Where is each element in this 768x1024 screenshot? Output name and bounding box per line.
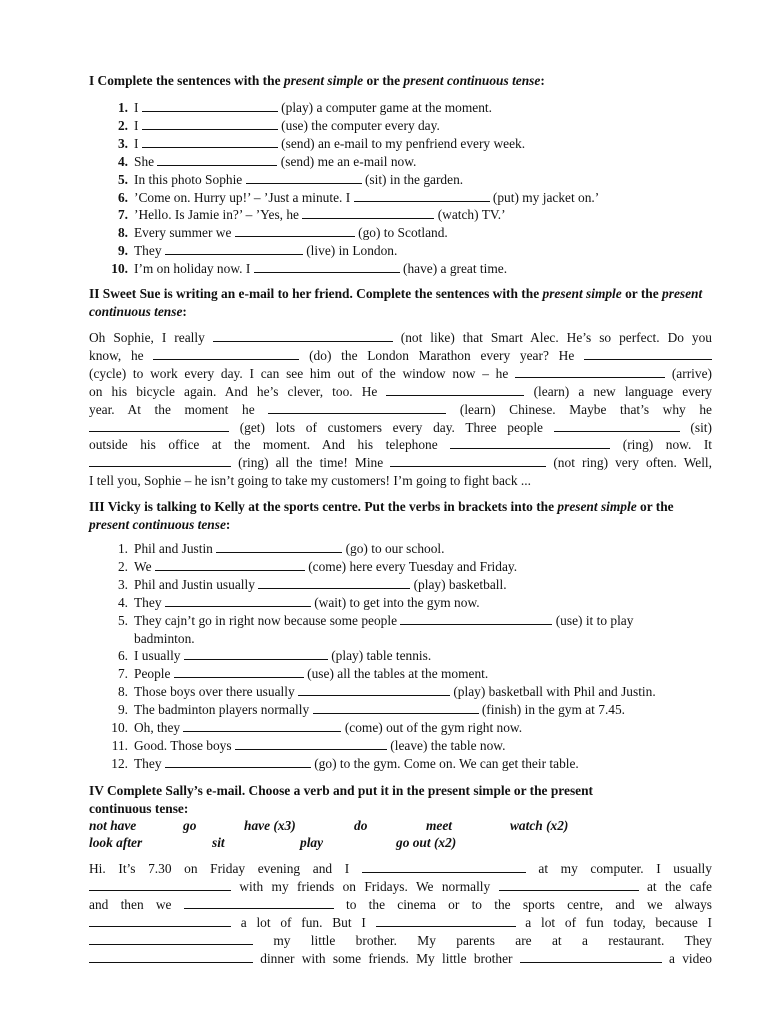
section-2-heading: II Sweet Sue is writing an e-mail to her friend. Complete the sentences with the present simple or the present continuous tense: <box>89 286 703 319</box>
list-item: 3. Phil and Justin usually (play) basketball. <box>117 576 507 592</box>
list-item: 6. ’Come on. Hurry up!’ – ’Just a minute. I (put) my jacket on.’ <box>117 189 600 205</box>
answer-blank[interactable] <box>165 242 303 255</box>
answer-blank[interactable] <box>153 347 299 360</box>
answer-blank[interactable] <box>184 896 334 909</box>
list-item: 3. I (send) an e-mail to my penfriend every week. <box>117 135 526 151</box>
section-3-heading: III Vicky is talking to Kelly at the sports centre. Put the verbs in brackets into the present simple or the present continuous tense: <box>89 499 674 532</box>
word-bank-item: not have <box>89 818 137 833</box>
section-4-paragraph: Hi. It’s 7.30 on Friday evening and I at my computer. I usually with my friends on Fridays. We normally at the cafe and then we to the cinema or to the sports centre, and we always a lot of fun. But I a lot of fun today, because I my little brother. My parents are at a restaurant. They dinner with some friends. My little brother a video <box>89 861 712 966</box>
section-1-heading: I Complete the sentences with the present simple or the present continuous tense: <box>89 73 545 88</box>
list-item: 8. Those boys over there usually (play) basketball with Phil and Justin. <box>117 684 656 700</box>
answer-blank[interactable] <box>165 755 311 768</box>
list-item: 12. They (go) to the gym. Come on. We can get their table. <box>111 755 579 771</box>
answer-blank[interactable] <box>400 612 552 625</box>
answer-blank[interactable] <box>376 914 516 927</box>
answer-blank[interactable] <box>216 540 342 553</box>
word-bank-item: do <box>354 818 368 833</box>
answer-blank[interactable] <box>184 647 328 660</box>
answer-blank[interactable] <box>157 153 277 166</box>
answer-blank[interactable] <box>302 206 434 219</box>
word-bank-item: go <box>183 818 197 833</box>
answer-blank[interactable] <box>89 878 231 891</box>
answer-blank[interactable] <box>520 950 662 963</box>
list-item: 7. People (use) all the tables at the moment. <box>117 666 489 682</box>
answer-blank[interactable] <box>246 171 362 184</box>
word-bank-item: go out (x2) <box>396 835 457 850</box>
answer-blank[interactable] <box>268 401 446 414</box>
list-item: 10. Oh, they (come) out of the gym right now. <box>111 720 523 736</box>
answer-blank[interactable] <box>183 719 341 732</box>
answer-blank[interactable] <box>386 383 524 396</box>
word-bank-item: watch (x2) <box>510 818 569 833</box>
list-item: 1. Phil and Justin (go) to our school. <box>117 541 445 556</box>
answer-blank[interactable] <box>235 737 387 750</box>
answer-blank[interactable] <box>142 99 278 112</box>
answer-blank[interactable] <box>174 665 304 678</box>
answer-blank[interactable] <box>450 436 610 449</box>
answer-blank[interactable] <box>89 454 231 467</box>
answer-blank[interactable] <box>89 932 253 945</box>
answer-blank[interactable] <box>213 329 393 342</box>
list-item: 11. Good. Those boys (leave) the table now. <box>111 737 506 753</box>
list-item: 9. The badminton players normally (finish) in the gym at 7.45. <box>117 702 626 718</box>
answer-blank[interactable] <box>354 189 490 202</box>
list-item: 10. I’m on holiday now. I (have) a great time. <box>111 261 508 277</box>
section-4-heading: IV Complete Sally’s e-mail. Choose a verb and put it in the present simple or the present continuous tense: <box>89 783 594 816</box>
answer-blank[interactable] <box>313 701 479 714</box>
answer-blank[interactable] <box>258 576 410 589</box>
answer-blank[interactable] <box>499 878 639 891</box>
section-3-list <box>90 540 730 773</box>
answer-blank[interactable] <box>165 594 311 607</box>
answer-blank[interactable] <box>89 419 229 432</box>
list-item: 7. ’Hello. Is Jamie in?’ – ’Yes, he (watch) TV.’ <box>117 207 506 223</box>
list-item: 9. They (live) in London. <box>117 243 398 259</box>
answer-blank[interactable] <box>89 950 253 963</box>
list-item: 2. I (use) the computer every day. <box>117 117 440 133</box>
list-item: 8. Every summer we (go) to Scotland. <box>117 225 448 241</box>
answer-blank[interactable] <box>298 683 450 696</box>
answer-blank[interactable] <box>390 454 546 467</box>
word-bank <box>89 817 649 853</box>
word-bank-item: have (x3) <box>244 818 296 833</box>
list-item: 5. In this photo Sophie (sit) in the garden. <box>117 171 464 187</box>
answer-blank[interactable] <box>584 347 712 360</box>
answer-blank[interactable] <box>235 224 355 237</box>
list-item: 4. She (send) me an e-mail now. <box>117 153 417 169</box>
answer-blank[interactable] <box>142 117 278 130</box>
word-bank-item: look after <box>89 835 143 850</box>
list-item: 5. They cajn’t go in right now because some people (use) it to play badminton. <box>117 612 634 646</box>
word-bank-item: play <box>300 835 324 850</box>
answer-blank[interactable] <box>142 135 278 148</box>
list-item: 4. They (wait) to get into the gym now. <box>117 594 480 610</box>
list-item: 6. I usually (play) table tennis. <box>117 648 432 664</box>
section-1-list <box>90 99 730 278</box>
section-2-paragraph: Oh Sophie, I really (not like) that Smart Alec. He’s so perfect. Do you know, he (do) the London Marathon every year? He (cycle) to work every day. I can see him out of the window now – he (arrive) on his bicycle again. And he’s clever, too. He (learn) a new language every year. At the moment he (learn) Chinese. Maybe that’s why he (get) lots of customers every day. Three people (sit) outside his office at the moment. And his telephone (ring) now. It (ring) all the time! Mine (not ring) very often. Well, I tell you, Sophie – he isn’t going to take my customers! I’m going to fight back ... <box>89 330 712 489</box>
answer-blank[interactable] <box>89 914 231 927</box>
answer-blank[interactable] <box>362 860 526 873</box>
answer-blank[interactable] <box>155 558 305 571</box>
list-item: 1. I (play) a computer game at the moment. <box>117 100 492 115</box>
answer-blank[interactable] <box>515 365 665 378</box>
answer-blank[interactable] <box>254 260 400 273</box>
list-item: 2. We (come) here every Tuesday and Friday. <box>117 558 518 574</box>
word-bank-item: sit <box>212 835 225 850</box>
word-bank-item: meet <box>426 818 453 833</box>
answer-blank[interactable] <box>554 419 680 432</box>
